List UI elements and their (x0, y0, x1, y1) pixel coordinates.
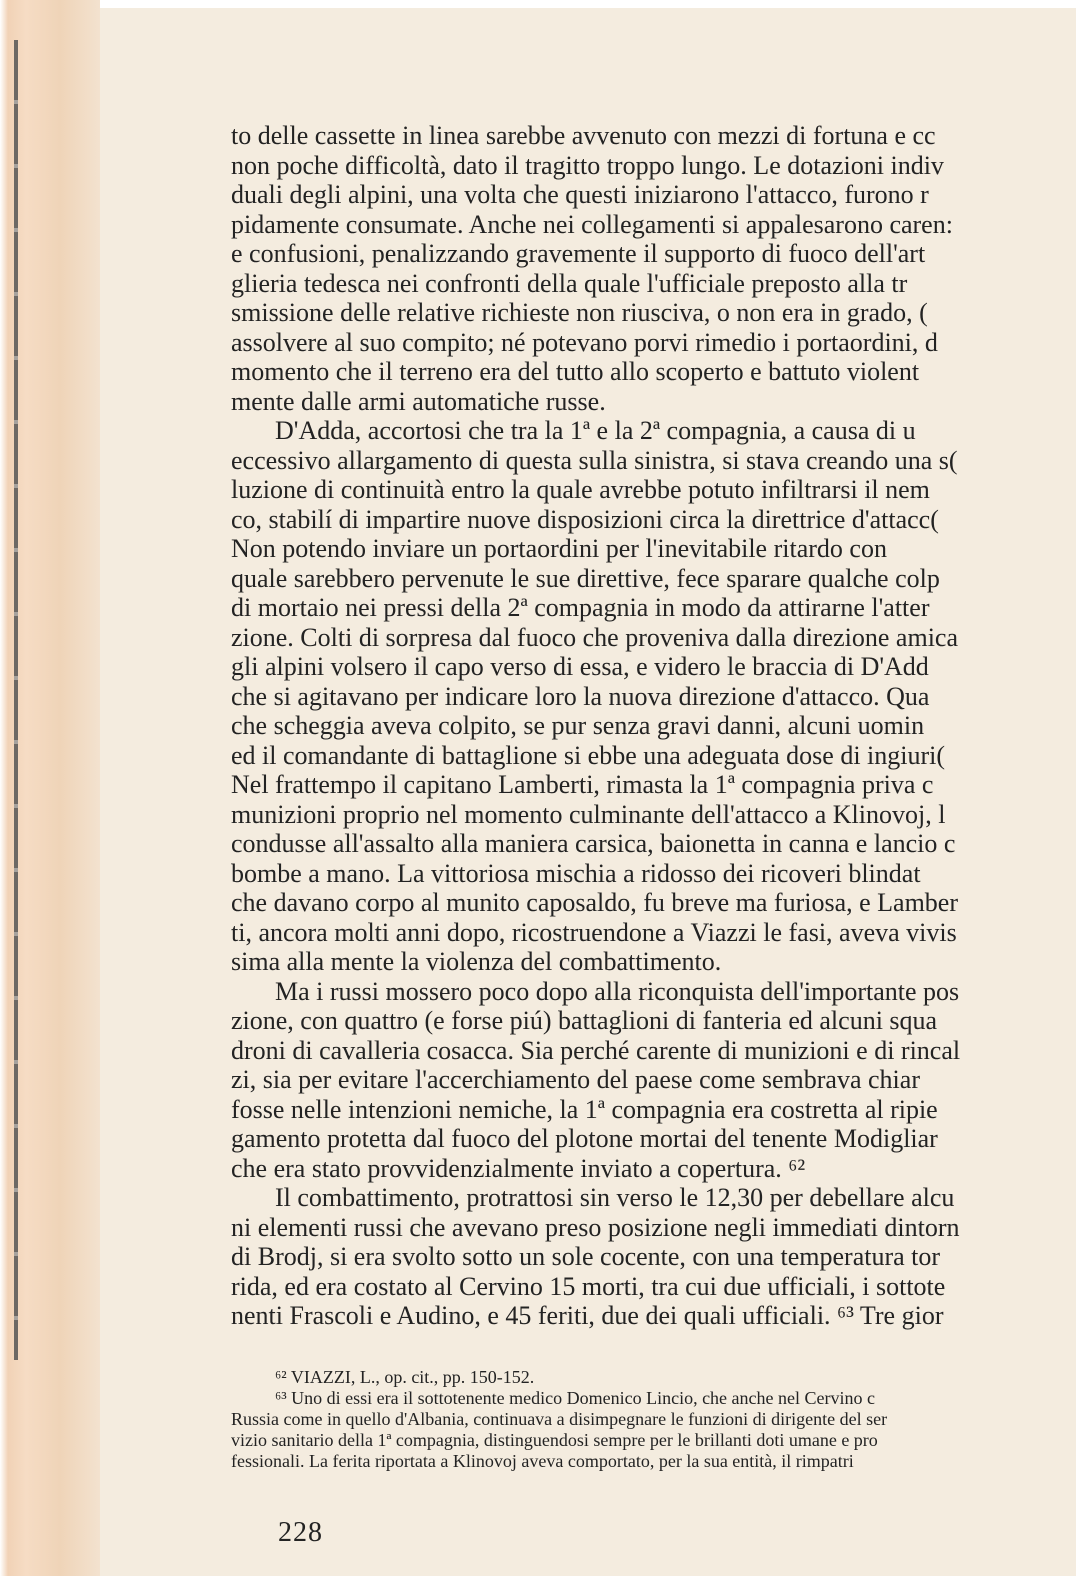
text-line: droni di cavalleria cosacca. Sia perché carente di munizioni e di rincal (231, 1035, 961, 1065)
footnote-line: Russia come in quello d'Albania, continuava a disimpegnare le funzioni di dirigente del ser (231, 1409, 888, 1429)
text-line: pidamente consumate. Anche nei collegamenti si appalesarono caren: (231, 209, 953, 239)
binding-shadow (14, 40, 18, 1360)
text-line: e confusioni, penalizzando gravemente il supporto di fuoco dell'art (231, 239, 926, 268)
page-top-edge (0, 0, 1076, 8)
text-line: zi, sia per evitare l'accerchiamento del paese come sembrava chiar (231, 1065, 920, 1094)
text-line: munizioni proprio nel momento culminante dell'attacco a Klinovoj, l (231, 799, 946, 829)
text-line: to delle cassette in linea sarebbe avvenuto con mezzi di fortuna e cc (231, 121, 936, 150)
text-line: eccessivo allargamento di questa sulla sinistra, si stava creando una s( (231, 445, 958, 475)
text-line: D'Adda, accortosi che tra la 1ª e la 2ª compagnia, a causa di u (275, 416, 916, 445)
text-line: quale sarebbero pervenute le sue direttive, fece sparare qualche colp (231, 563, 940, 593)
footnote-line: ⁶² VIAZZI, L., op. cit., pp. 150-152. (275, 1367, 535, 1387)
text-line: ti, ancora molti anni dopo, ricostruendone a Viazzi le fasi, aveva vivis (231, 917, 957, 947)
text-line: Il combattimento, protrattosi sin verso le 12,30 per debellare alcu (275, 1183, 955, 1212)
text-line: Ma i russi mossero poco dopo alla riconquista dell'importante pos (275, 976, 960, 1006)
text-line: glieria tedesca nei confronti della quale l'ufficiale preposto alla tr (231, 268, 908, 298)
body-text (231, 121, 1076, 1331)
text-line: gamento protetta dal fuoco del plotone mortai del tenente Modigliar (231, 1124, 938, 1153)
footnote-line: vizio sanitario della 1ª compagnia, distinguendosi sempre per le brillanti doti umane e pro (231, 1430, 878, 1450)
text-line: assolvere al suo compito; né potevano porvi rimedio i portaordini, d (231, 327, 938, 357)
text-line: che davano corpo al munito caposaldo, fu breve ma furiosa, e Lamber (231, 888, 958, 917)
text-line: co, stabilí di impartire nuove disposizioni circa la direttrice d'attacc( (231, 504, 939, 534)
text-line: momento che il terreno era del tutto allo scoperto e battuto violent (231, 357, 920, 386)
page-number: 228 (278, 1517, 323, 1548)
text-line: ed il comandante di battaglione si ebbe una adeguata dose di ingiuri( (231, 740, 946, 770)
text-line: zione. Colti di sorpresa dal fuoco che proveniva dalla direzione amica (231, 622, 958, 652)
text-line: che si agitavano per indicare loro la nuova direzione d'attacco. Qua (231, 681, 930, 711)
text-line: di mortaio nei pressi della 2ª compagnia in modo da attirarne l'atter (231, 593, 930, 622)
text-line: che scheggia aveva colpito, se pur senza gravi danni, alcuni uomin (231, 711, 925, 740)
text-line: sima alla mente la violenza del combattimento. (231, 947, 722, 976)
text-line: di Brodj, si era svolto sotto un sole cocente, con una temperatura tor (231, 1242, 941, 1271)
footnote-line: fessionali. La ferita riportata a Klinovoj aveva comportato, per la sua entità, il rimpatri (231, 1451, 854, 1471)
text-line: bombe a mano. La vittoriosa mischia a ridosso dei ricoveri blindat (231, 858, 921, 888)
text-line: rida, ed era costato al Cervino 15 morti, tra cui due ufficiali, i sottote (231, 1271, 946, 1301)
text-line: zione, con quattro (e forse piú) battaglioni di fanteria ed alcuni squa (231, 1006, 938, 1035)
text-line: condusse all'assalto alla maniera carsica, baionetta in canna e lancio c (231, 829, 956, 858)
text-line: fosse nelle intenzioni nemiche, la 1ª compagnia era costretta al ripie (231, 1094, 938, 1124)
text-line: smissione delle relative richieste non riusciva, o non era in grado, ( (231, 298, 928, 327)
text-line: luzione di continuità entro la quale avrebbe potuto infiltrarsi il nem (231, 475, 930, 504)
footnote-line: ⁶³ Uno di essi era il sottotenente medico Domenico Lincio, che anche nel Cervino c (275, 1388, 875, 1408)
text-line: Non potendo inviare un portaordini per l'inevitabile ritardo con (231, 534, 887, 563)
text-line: mente dalle armi automatiche russe. (231, 386, 606, 416)
footnotes (231, 1367, 1076, 1472)
text-line: gli alpini volsero il capo verso di essa, e videro le braccia di D'Add (231, 652, 929, 681)
text-line: non poche difficoltà, dato il tragitto troppo lungo. Le dotazioni indiv (231, 150, 944, 180)
text-line: Nel frattempo il capitano Lamberti, rimasta la 1ª compagnia priva c (231, 770, 934, 799)
text-line: duali degli alpini, una volta che questi iniziarono l'attacco, furono r (231, 180, 929, 209)
text-line: nenti Frascoli e Audino, e 45 feriti, due dei quali ufficiali. ⁶³ Tre gior (231, 1301, 944, 1330)
text-line: ni elementi russi che avevano preso posizione negli immediati dintorn (231, 1212, 960, 1242)
text-line: che era stato provvidenzialmente inviato a copertura. ⁶² (231, 1153, 806, 1183)
